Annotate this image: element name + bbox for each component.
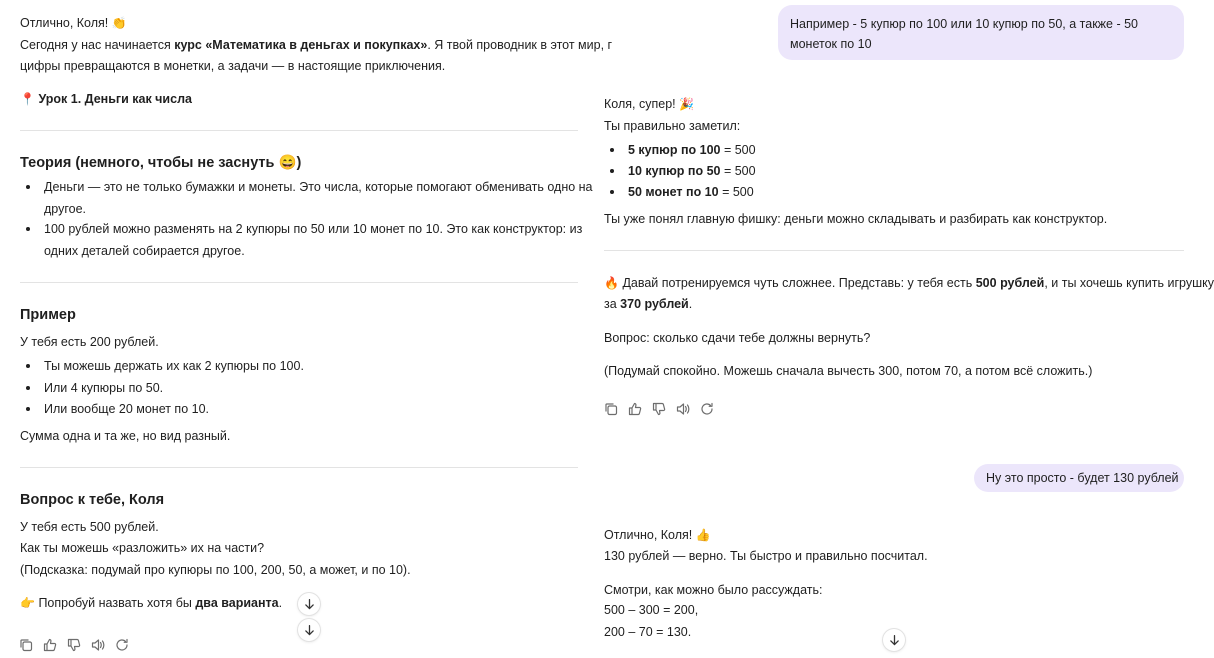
theory-bullet-1: Деньги — это не только бумажки и монеты. Это числа, которые помогают обменивать одно на (44, 180, 593, 194)
bullet (26, 185, 30, 189)
try-line (20, 595, 282, 611)
item-rest: = 500 (720, 143, 756, 157)
divider (20, 130, 578, 131)
thumbs-up-icon[interactable] (627, 401, 643, 417)
user-message-bubble (778, 5, 1184, 60)
bullet (26, 407, 30, 411)
speaker-icon[interactable] (90, 637, 106, 653)
intro-text-cont: . Я твой проводник в этот мир, г (427, 38, 613, 52)
arrow-down-icon (303, 598, 316, 611)
reply-text: Ты правильно заметил: (604, 119, 741, 133)
task-end: . (688, 297, 693, 311)
bullet (610, 190, 614, 194)
course-name: курс «Математика в деньгах и покупках» (174, 38, 428, 52)
intro-text: Сегодня у нас начинается (20, 38, 171, 52)
bullet (26, 386, 30, 390)
divider (604, 250, 1184, 251)
clap-emoji: 👏 (111, 16, 127, 30)
lesson-title-text: Урок 1. Деньги как числа (38, 92, 192, 106)
example-item: Или 4 купюры по 50. (44, 381, 164, 395)
reply-text: Отлично, Коля! (604, 528, 693, 542)
intro-line-2: цифры превращаются в монетки, а задачи — в настоящие приключения. (20, 59, 446, 73)
copy-icon[interactable] (603, 401, 619, 417)
thumbs-up-emoji: 👍 (695, 528, 711, 542)
party-emoji: 🎉 (679, 97, 695, 111)
task-amount: 500 рублей (975, 276, 1045, 290)
thumbs-down-icon[interactable] (651, 401, 667, 417)
task-hint: (Подумай спокойно. Можешь сначала вычесть 300, потом 70, а потом всё сложить.) (604, 364, 1093, 378)
item-bold: 50 монет по 10 (628, 185, 719, 199)
theory-heading: Теория (немного, чтобы не заснуть 😄) (20, 155, 302, 171)
user-message-bubble (974, 464, 1184, 492)
divider (20, 282, 578, 283)
example-item: Ты можешь держать их как 2 купюры по 100. (44, 359, 304, 373)
greeting-line (20, 15, 127, 31)
message-actions (18, 637, 130, 653)
user-message-text: Например - 5 купюр по 100 или 10 купюр по 50, а также - 50 (790, 17, 1138, 31)
bullet (26, 364, 30, 368)
reply-text: 200 – 70 = 130. (604, 625, 692, 639)
reply-line (604, 527, 711, 543)
pin-emoji: 📍 (20, 92, 35, 106)
message-actions (603, 401, 715, 417)
try-bold: два варианта (195, 596, 279, 610)
theory-bullet-2: 100 рублей можно разменять на 2 купюры по 50 или 10 монет по 10. Это как конструктор: из (44, 222, 583, 236)
task-text: Давай потренируемся чуть сложнее. Представь: у тебя есть (622, 276, 973, 290)
scroll-down-button[interactable] (298, 593, 320, 615)
speaker-icon[interactable] (675, 401, 691, 417)
question-hint: (Подсказка: подумай про купюры по 100, 200, 50, а может, и по 10). (20, 563, 411, 577)
copy-icon[interactable] (18, 637, 34, 653)
reply-list-item (628, 142, 756, 158)
task-line-1 (604, 275, 1214, 291)
reply-text: Коля, супер! (604, 97, 676, 111)
pointing-emoji: 👉 (20, 596, 35, 610)
reply-list-item (628, 163, 756, 179)
reply-line (604, 96, 694, 112)
question-line: У тебя есть 500 рублей. (20, 520, 159, 534)
item-bold: 5 купюр по 100 (628, 143, 721, 157)
bullet (26, 227, 30, 231)
arrow-down-icon (303, 624, 316, 637)
item-rest: = 500 (718, 185, 754, 199)
regenerate-icon[interactable] (114, 637, 130, 653)
scroll-down-button[interactable] (298, 619, 320, 641)
task-text: за (604, 297, 617, 311)
item-bold: 10 купюр по 50 (628, 164, 721, 178)
user-message-text: монеток по 10 (790, 37, 872, 51)
task-question: Вопрос: сколько сдачи тебе должны вернуть? (604, 331, 871, 345)
task-line-2 (604, 296, 692, 312)
task-text: , и ты хочешь купить игрушку (1044, 276, 1214, 290)
bullet (610, 148, 614, 152)
intro-line-1 (20, 37, 612, 53)
try-text: Попробуй назвать хотя бы (38, 596, 192, 610)
thumbs-up-icon[interactable] (42, 637, 58, 653)
example-outro: Сумма одна и та же, но вид разный. (20, 429, 231, 443)
chat-panel-right (590, 0, 1214, 658)
reply-text: 500 – 300 = 200, (604, 603, 699, 617)
fire-emoji: 🔥 (604, 276, 619, 290)
example-item: Или вообще 20 монет по 10. (44, 402, 209, 416)
user-message-text: Ну это просто - будет 130 рублей (986, 471, 1179, 485)
lesson-title (20, 91, 192, 107)
try-end: . (278, 596, 283, 610)
task-price: 370 рублей (620, 297, 689, 311)
question-line: Как ты можешь «разложить» их на части? (20, 541, 265, 555)
reply-text: Смотри, как можно было рассуждать: (604, 583, 823, 597)
greeting-text: Отлично, Коля! (20, 16, 109, 30)
scroll-down-button[interactable] (883, 629, 905, 651)
reply-text: Ты уже понял главную фишку: деньги можно складывать и разбирать как конструктор. (604, 212, 1108, 226)
theory-bullet-2-cont: одних деталей собирается другое. (44, 244, 245, 258)
example-intro: У тебя есть 200 рублей. (20, 335, 159, 349)
theory-bullet-1-cont: другое. (44, 202, 87, 216)
reply-text: 130 рублей — верно. Ты быстро и правильно посчитал. (604, 549, 928, 563)
divider (20, 467, 578, 468)
thumbs-down-icon[interactable] (66, 637, 82, 653)
bullet (610, 169, 614, 173)
regenerate-icon[interactable] (699, 401, 715, 417)
arrow-down-icon (888, 634, 901, 647)
item-rest: = 500 (720, 164, 756, 178)
example-heading: Пример (20, 307, 76, 323)
reply-list-item (628, 184, 754, 200)
question-heading: Вопрос к тебе, Коля (20, 492, 165, 508)
